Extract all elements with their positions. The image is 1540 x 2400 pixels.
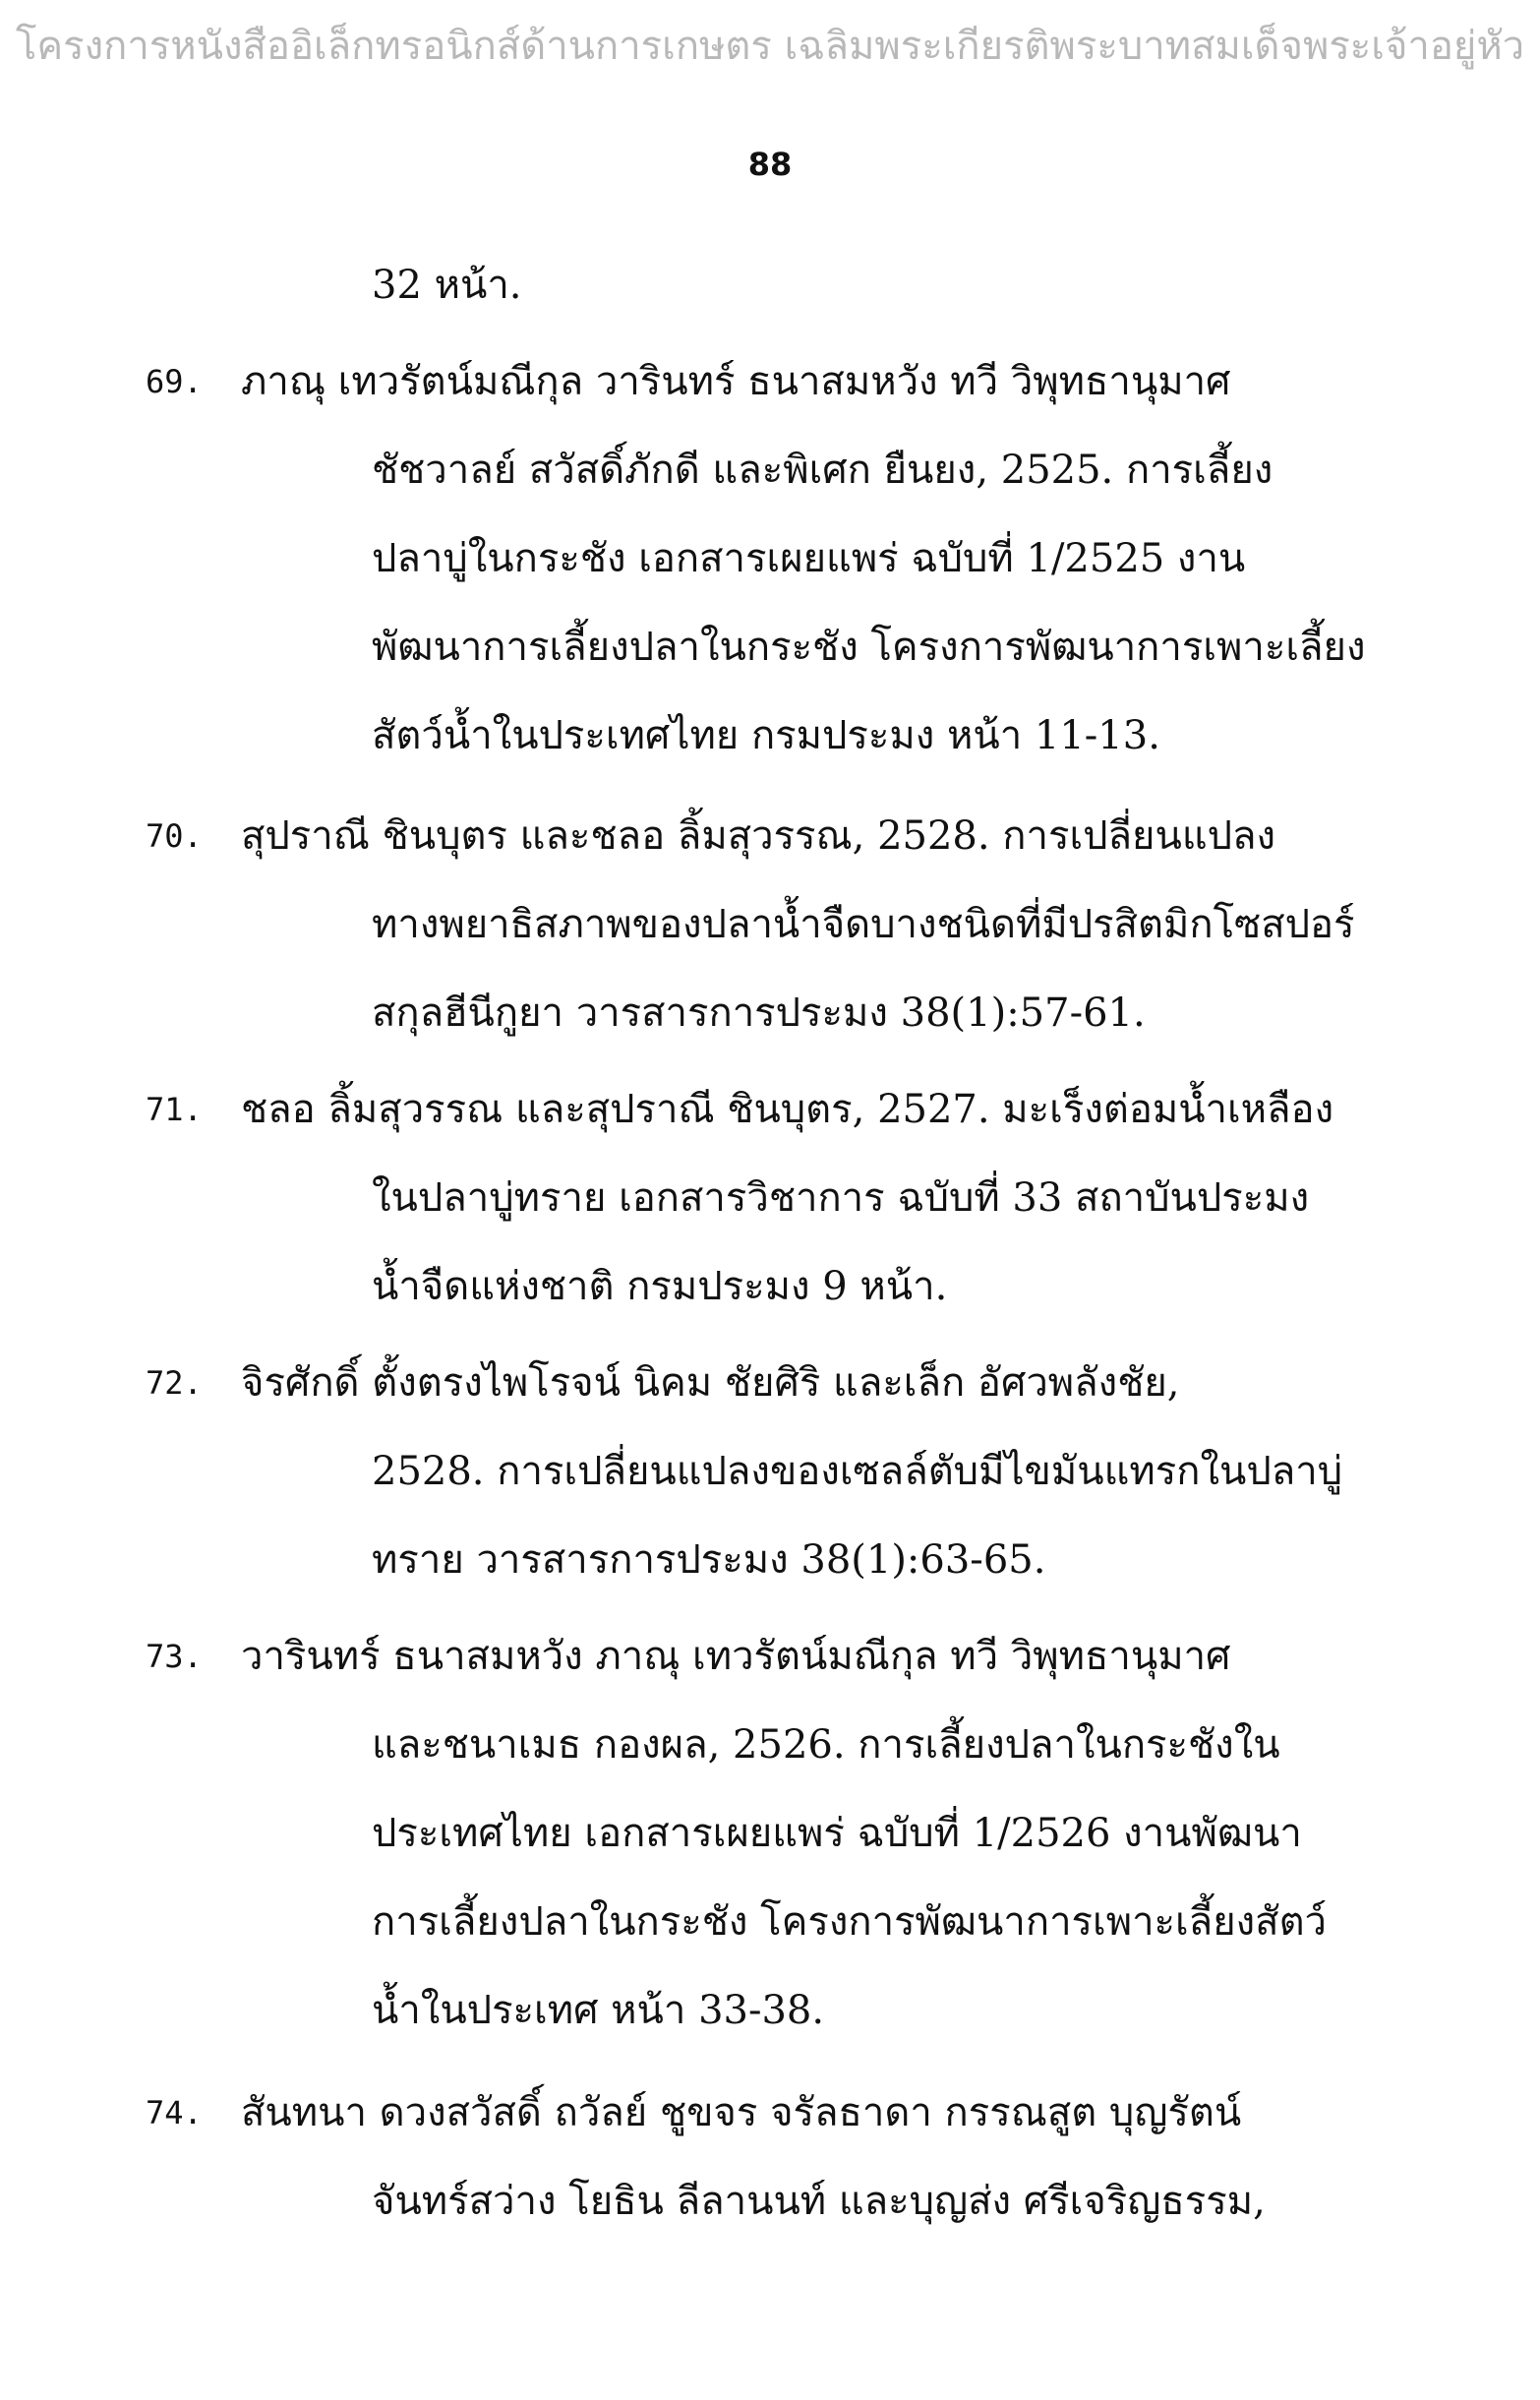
reference-line: ชัชวาลย์ สวัสดิ์ภักดี และพิเศก ยืนยง, 2525. การเลี้ยง	[372, 448, 1273, 493]
reference-line: ภาณุ เทวรัตน์มณีกุล วารินทร์ ธนาสมหวัง ทวี วิพุทธานุมาศ	[241, 359, 1231, 404]
reference-line: สกุลฮีนีกูยา วารสารการประมง 38(1):57-61.	[372, 990, 1146, 1036]
reference-number: 74.	[146, 2094, 203, 2131]
reference-line: และชนาเมธ กองผล, 2526. การเลี้ยงปลาในกระชังใน	[372, 1722, 1280, 1768]
reference-line: ประเทศไทย เอกสารเผยแพร่ ฉบับที่ 1/2526 งานพัฒนา	[372, 1811, 1302, 1856]
reference-line: น้ำในประเทศ หน้า 33-38.	[372, 1988, 825, 2033]
reference-number: 70.	[146, 817, 203, 855]
page-number: 88	[747, 146, 793, 183]
reference-line: ในปลาบู่ทราย เอกสารวิชาการ ฉบับที่ 33 สถาบันประมง	[372, 1175, 1310, 1221]
reference-line: พัฒนาการเลี้ยงปลาในกระชัง โครงการพัฒนาการเพาะเลี้ยง	[372, 625, 1366, 670]
reference-number: 72.	[146, 1364, 203, 1402]
reference-line: 2528. การเปลี่ยนแปลงของเซลล์ตับมีไขมันแทรกในปลาบู่	[372, 1449, 1343, 1494]
reference-line: การเลี้ยงปลาในกระชัง โครงการพัฒนาการเพาะเลี้ยงสัตว์	[372, 1899, 1328, 1945]
reference-number: 69.	[146, 363, 203, 400]
reference-line: น้ำจืดแห่งชาติ กรมประมง 9 หน้า.	[372, 1264, 948, 1309]
reference-line: ปลาบู่ในกระชัง เอกสารเผยแพร่ ฉบับที่ 1/2525 งาน	[372, 536, 1246, 581]
reference-line: ชลอ ลิ้มสุวรรณ และสุปราณี ชินบุตร, 2527. มะเร็งต่อมน้ำเหลือง	[241, 1087, 1334, 1132]
reference-line: สัตว์น้ำในประเทศไทย กรมประมง หน้า 11-13.	[372, 713, 1160, 758]
reference-line: จิรศักดิ์ ตั้งตรงไพโรจน์ นิคม ชัยศิริ และเล็ก อัศวพลังชัย,	[241, 1360, 1180, 1406]
watermark-header: โครงการหนังสืออิเล็กทรอนิกส์ด้านการเกษตร เฉลิมพระเกียรติพระบาทสมเด็จพระเจ้าอยู่หัว	[15, 24, 1525, 69]
continuation-line: 32 หน้า.	[372, 263, 522, 308]
reference-line: ทราย วารสารการประมง 38(1):63-65.	[372, 1537, 1046, 1583]
reference-number: 73.	[146, 1638, 203, 1675]
reference-line: สุปราณี ชินบุตร และชลอ ลิ้มสุวรรณ, 2528. การเปลี่ยนแปลง	[241, 813, 1276, 859]
reference-line: ทางพยาธิสภาพของปลาน้ำจืดบางชนิดที่มีปรสิตมิกโซสปอร์	[372, 902, 1355, 947]
reference-line: สันทนา ดวงสวัสดิ์ ถวัลย์ ชูขจร จรัลธาดา กรรณสูต บุญรัตน์	[241, 2090, 1242, 2135]
reference-line: จันทร์สว่าง โยธิน ลีลานนท์ และบุญส่ง ศรีเจริญธรรม,	[372, 2179, 1266, 2224]
reference-number: 71.	[146, 1091, 203, 1128]
reference-line: วารินทร์ ธนาสมหวัง ภาณุ เทวรัตน์มณีกุล ทวี วิพุทธานุมาศ	[241, 1634, 1231, 1679]
